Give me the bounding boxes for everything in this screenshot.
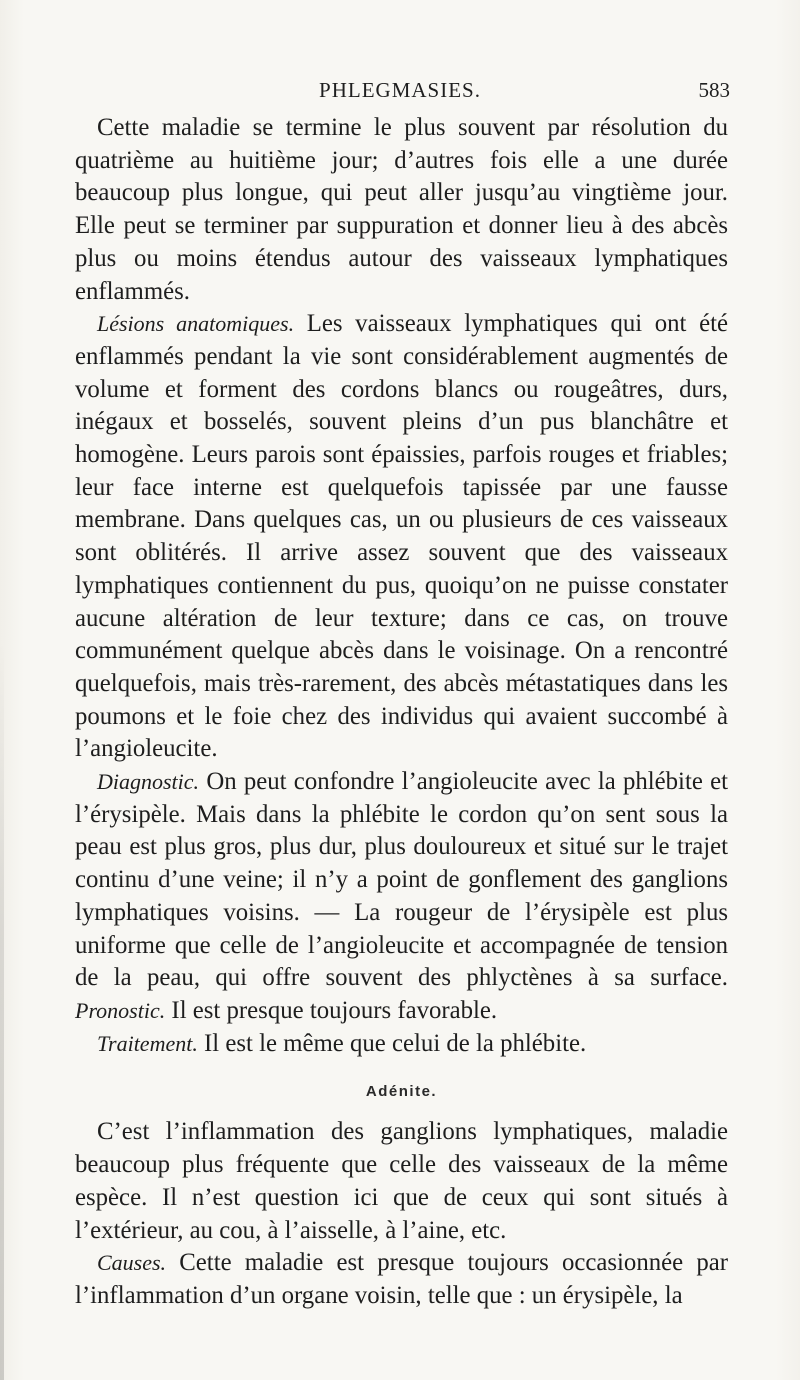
section-label-diagnostic: Diagnostic. bbox=[97, 769, 200, 795]
paragraph-text: Cette maladie est presque toujours occasionnée par l’inflammation d’un organe voisin, telle que : un érysipèle, la bbox=[75, 1249, 728, 1309]
paragraph-text: Les vaisseaux lymphatiques qui ont été enflammés pendant la vie sont considérablement augmentés de volume et forment des cordons blancs ou rougeâtres, durs, inégaux et bosselés, souvent pleins d’un pus blanchâtre et homogène. Leurs parois sont épaissies, parfois rouges et friables; leur face interne est quelquefois tapissée par une fausse membrane. Dans quelques cas, un ou plusieurs de ces vaisseaux sont oblitérés. Il arrive assez souvent que des vaisseaux lymphatiques contiennent du pus, quoiqu’on ne puisse constater aucune altération de leur texture; dans ce cas, on trouve communément quelque abcès dans le voisinage. On a rencontré quelquefois, mais très-rarement, des abcès métastatiques dans les poumons et le foie chez des individus qui avaient succombé à l’angioleucite. bbox=[75, 310, 728, 763]
body-text bbox=[75, 112, 728, 1313]
paragraph-text: Cette maladie se termine le plus souvent par résolution du quatrième au huitième jour; d’autres fois elle a une durée beaucoup plus longue, qui peut aller jusqu’au vingtième jour. Elle peut se terminer par suppuration et donner lieu à des abcès plus ou moins étendus autour des vaisseaux lymphatiques enflammés. bbox=[75, 114, 728, 305]
section-label-pronostic: Pronostic. bbox=[75, 997, 166, 1023]
page-number: 583 bbox=[698, 78, 730, 102]
paragraph-text: Il est le même que celui de la phlébite. bbox=[197, 1029, 587, 1057]
paragraph-termination bbox=[75, 112, 728, 308]
section-title-adenite: Adénite. bbox=[365, 1083, 438, 1101]
paragraph-diagnostic bbox=[75, 766, 728, 1028]
running-title: PHLEGMASIES. bbox=[319, 78, 481, 102]
paragraph-causes bbox=[75, 1247, 728, 1312]
paragraph-text: Il est presque toujours favorable. bbox=[165, 996, 498, 1024]
page-edge-shadow bbox=[0, 640, 4, 1380]
paragraph-text: C’est l’inflammation des ganglions lymphatiques, maladie beaucoup plus fréquente que celle des vaisseaux de la même espèce. Il n’est question ici que de ceux qui sont situés à l’extérieur, au cou, à l’aisselle, à l’aine, etc. bbox=[75, 1118, 728, 1244]
paragraph-text: On peut confondre l’angioleucite avec la phlébite et l’érysipèle. Mais dans la phlébite le cordon qu’on sent sous la peau est plus gros, plus dur, plus douloureux et situé sur le trajet continu d’une veine; il n’y a point de gonflement des ganglions lymphatiques voisins. — La rougeur de l’érysipèle est plus uniforme que celle de l’angioleucite et accompagnée de tension de la peau, qui offre souvent des phlyctènes à sa surface. bbox=[75, 768, 728, 992]
page-header bbox=[0, 78, 800, 110]
section-label-traitement: Traitement. bbox=[97, 1030, 198, 1056]
paragraph-lesions bbox=[75, 308, 728, 766]
paragraph-adenite bbox=[75, 1116, 728, 1247]
section-label-lesions: Lésions anatomiques. bbox=[97, 311, 295, 337]
section-label-causes: Causes. bbox=[97, 1250, 167, 1276]
paragraph-traitement bbox=[75, 1028, 728, 1061]
